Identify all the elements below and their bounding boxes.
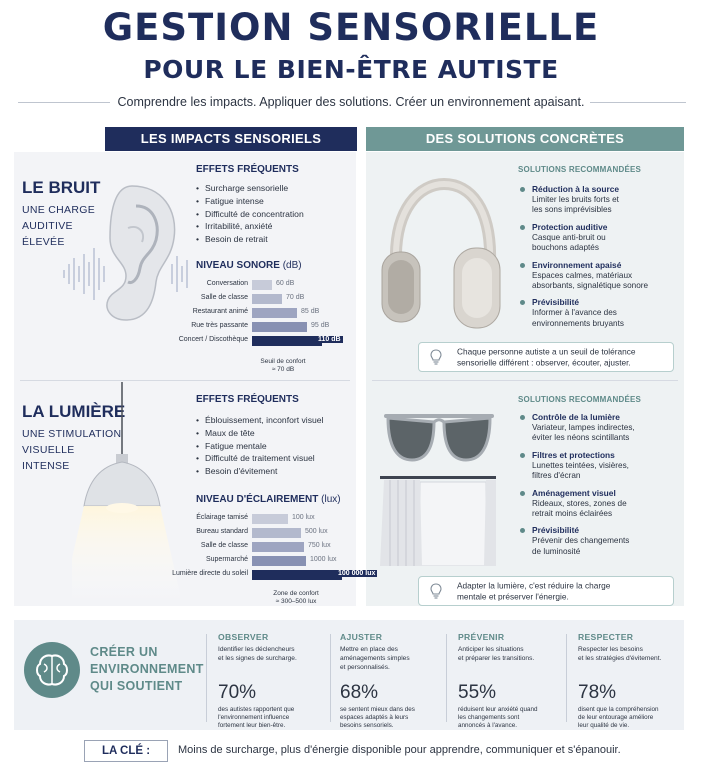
noise-effects-list xyxy=(196,182,304,246)
noise-level-heading: NIVEAU SONORE (dB) xyxy=(196,260,302,271)
list-item: Environnement apaisé Espaces calmes, matériaux absorbants, signalétique sonore xyxy=(518,260,678,292)
cta-heading: CRÉER UN ENVIRONNEMENT QUI SOUTIENT xyxy=(90,645,204,693)
page-title: GESTION SENSORIELLE xyxy=(102,6,600,49)
bar-row xyxy=(168,292,348,306)
column-separator xyxy=(330,634,331,722)
noise-solutions-list xyxy=(518,184,678,335)
list-item: • Maux de tête xyxy=(196,427,323,440)
noise-subtitle: UNE CHARGE AUDITIVE ÉLEVÉE xyxy=(22,204,96,248)
column-respecter: RESPECTER Respecter les besoins et les stratégies d'évitement. 78% disent que la compréhension de leur entourage améliore leur qualité de vie. xyxy=(578,632,690,730)
bar-value-label: 95 dB xyxy=(311,322,330,329)
list-item: Réduction à la source Limiter les bruits forts et les sons imprévisibles xyxy=(518,184,678,216)
noise-level-bars xyxy=(168,278,348,348)
list-item: Prévisibilité Prévenir des changements de luminosité xyxy=(518,525,678,557)
bar-value-label: 70 dB xyxy=(286,294,305,301)
light-subtitle: UNE STIMULATION VISUELLE INTENSE xyxy=(22,428,122,472)
bar-value-label: 60 dB xyxy=(276,280,295,287)
bar-label: Conversation xyxy=(206,280,248,287)
bar-label: Bureau standard xyxy=(196,528,248,535)
column-prevenir: PRÉVENIR Anticiper les situations et préparer les transitions. 55% réduisent leur anxiété quand les changements sont annoncés à l'avance. xyxy=(458,632,570,730)
tagline: Comprendre les impacts. Appliquer des solutions. Créer un environnement apaisant. xyxy=(117,95,585,109)
sunglasses-icon xyxy=(380,408,498,464)
column-separator xyxy=(566,634,567,722)
bar-row xyxy=(168,334,348,348)
list-item: • Fatigue intense xyxy=(196,195,304,208)
key-label: LA CLÉ : xyxy=(84,740,168,762)
noise-solutions-heading: SOLUTIONS RECOMMANDÉES xyxy=(518,165,642,174)
bar xyxy=(252,528,301,538)
bar-label: Rue très passante xyxy=(191,322,248,329)
bar xyxy=(252,280,272,290)
list-item: Filtres et protections Lunettes teintées, visières, filtres d'écran xyxy=(518,450,678,482)
page-subtitle: POUR LE BIEN-ÊTRE AUTISTE xyxy=(143,55,559,84)
light-tip-box xyxy=(418,576,674,606)
bar xyxy=(252,322,307,332)
bar-value-label: 100 000 lux xyxy=(338,570,376,577)
bar xyxy=(252,514,288,524)
bar-label: Salle de classe xyxy=(200,542,248,549)
list-item: Contrôle de la lumière Variateur, lampes indirectes, éviter les néons scintillants xyxy=(518,412,678,444)
bar-label: Restaurant animé xyxy=(192,308,248,315)
bar-row xyxy=(168,568,376,582)
light-level-heading: NIVEAU D'ÉCLAIREMENT (lux) xyxy=(196,494,341,505)
list-item: • Irritabilité, anxiété xyxy=(196,220,304,233)
lightbulb-icon xyxy=(427,348,445,366)
noise-title: LE BRUIT xyxy=(22,178,101,197)
bar-row xyxy=(168,526,348,540)
column-observer: OBSERVER Identifier les déclencheurs et les signes de surcharge. 70% des autistes rapportent que l'environnement influence fortement leur bien-être. xyxy=(218,632,330,730)
bar-label: Concert / Discothèque xyxy=(178,336,248,343)
bar xyxy=(252,542,304,552)
light-solutions-list xyxy=(518,412,678,563)
banner-solutions: DES SOLUTIONS CONCRÈTES xyxy=(366,127,684,151)
bar-label: Éclairage tamisé xyxy=(196,514,248,521)
bar-row xyxy=(168,512,348,526)
bar xyxy=(252,308,297,318)
bar-row xyxy=(168,320,348,334)
list-item: • Surcharge sensorielle xyxy=(196,182,304,195)
list-item: • Besoin de retrait xyxy=(196,233,304,246)
column-separator xyxy=(206,634,207,722)
bar-row xyxy=(168,278,348,292)
bar-value-label: 100 lux xyxy=(292,514,315,521)
section-divider-right xyxy=(372,380,678,381)
brain-icon xyxy=(24,642,80,698)
list-item: Prévisibilité Informer à l'avance des environnements bruyants xyxy=(518,297,678,329)
key-text: Moins de surcharge, plus d'énergie disponible pour apprendre, communiquer et s'épanouir. xyxy=(178,744,621,756)
stat-percentage: 55% xyxy=(458,682,497,703)
headphones-icon xyxy=(380,178,504,332)
bar-label: Supermarché xyxy=(205,556,248,563)
light-effects-heading: EFFETS FRÉQUENTS xyxy=(196,394,299,405)
curtain-icon xyxy=(380,474,496,566)
bar xyxy=(252,556,306,566)
light-title: LA LUMIÈRE xyxy=(22,402,126,421)
stat-percentage: 68% xyxy=(340,682,379,703)
stat-percentage: 70% xyxy=(218,682,257,703)
lightbulb-icon xyxy=(427,582,445,600)
banner-impacts: LES IMPACTS SENSORIELS xyxy=(105,127,357,151)
column-ajuster: AJUSTER Mettre en place des aménagements simples et personnalisés. 68% se sentent mieux dans des espaces adaptés à leurs besoins sensoriels. xyxy=(340,632,452,730)
bar-value-label: 750 lux xyxy=(308,542,331,549)
list-item: Protection auditive Casque anti-bruit ou bouchons adaptés xyxy=(518,222,678,254)
list-item: • Difficulté de concentration xyxy=(196,208,304,221)
list-item: • Besoin d'évitement xyxy=(196,465,323,478)
light-effects-list xyxy=(196,414,323,478)
list-item: Aménagement visuel Rideaux, stores, zones de retrait moins éclairées xyxy=(518,488,678,520)
bar-label: Lumière directe du soleil xyxy=(172,570,248,577)
light-comfort-note: Zone de confort ≈ 300–500 lux xyxy=(273,590,319,605)
bar xyxy=(252,570,342,580)
bar-value-label: 85 dB xyxy=(301,308,320,315)
light-level-bars xyxy=(168,512,376,582)
bar-row xyxy=(168,540,348,554)
section-divider-left xyxy=(20,380,350,381)
light-solutions-heading: SOLUTIONS RECOMMANDÉES xyxy=(518,395,642,404)
noise-comfort-note: Seuil de confort ≈ 70 dB xyxy=(260,358,306,373)
noise-tip-box xyxy=(418,342,674,372)
bar-value-label: 110 dB xyxy=(318,336,341,343)
list-item: • Fatigue mentale xyxy=(196,440,323,453)
bar-row xyxy=(168,554,348,568)
column-separator xyxy=(446,634,447,722)
list-item: • Éblouissement, inconfort visuel xyxy=(196,414,323,427)
bar-label: Salle de classe xyxy=(200,294,248,301)
noise-effects-heading: EFFETS FRÉQUENTS xyxy=(196,164,299,175)
bar-value-label: 500 lux xyxy=(305,528,328,535)
stat-percentage: 78% xyxy=(578,682,617,703)
bar xyxy=(252,336,322,346)
light-tip-text: Adapter la lumière, c'est réduire la charge mentale et préserver l'énergie. xyxy=(457,580,611,601)
list-item: • Difficulté de traitement visuel xyxy=(196,452,323,465)
noise-tip-text: Chaque personne autiste a un seuil de tolérance sensorielle différent : observer, écouter, ajuster. xyxy=(457,346,636,367)
bar xyxy=(252,294,282,304)
bar-row xyxy=(168,306,348,320)
lamp-icon xyxy=(72,382,182,602)
bar-value-label: 1000 lux xyxy=(310,556,337,563)
